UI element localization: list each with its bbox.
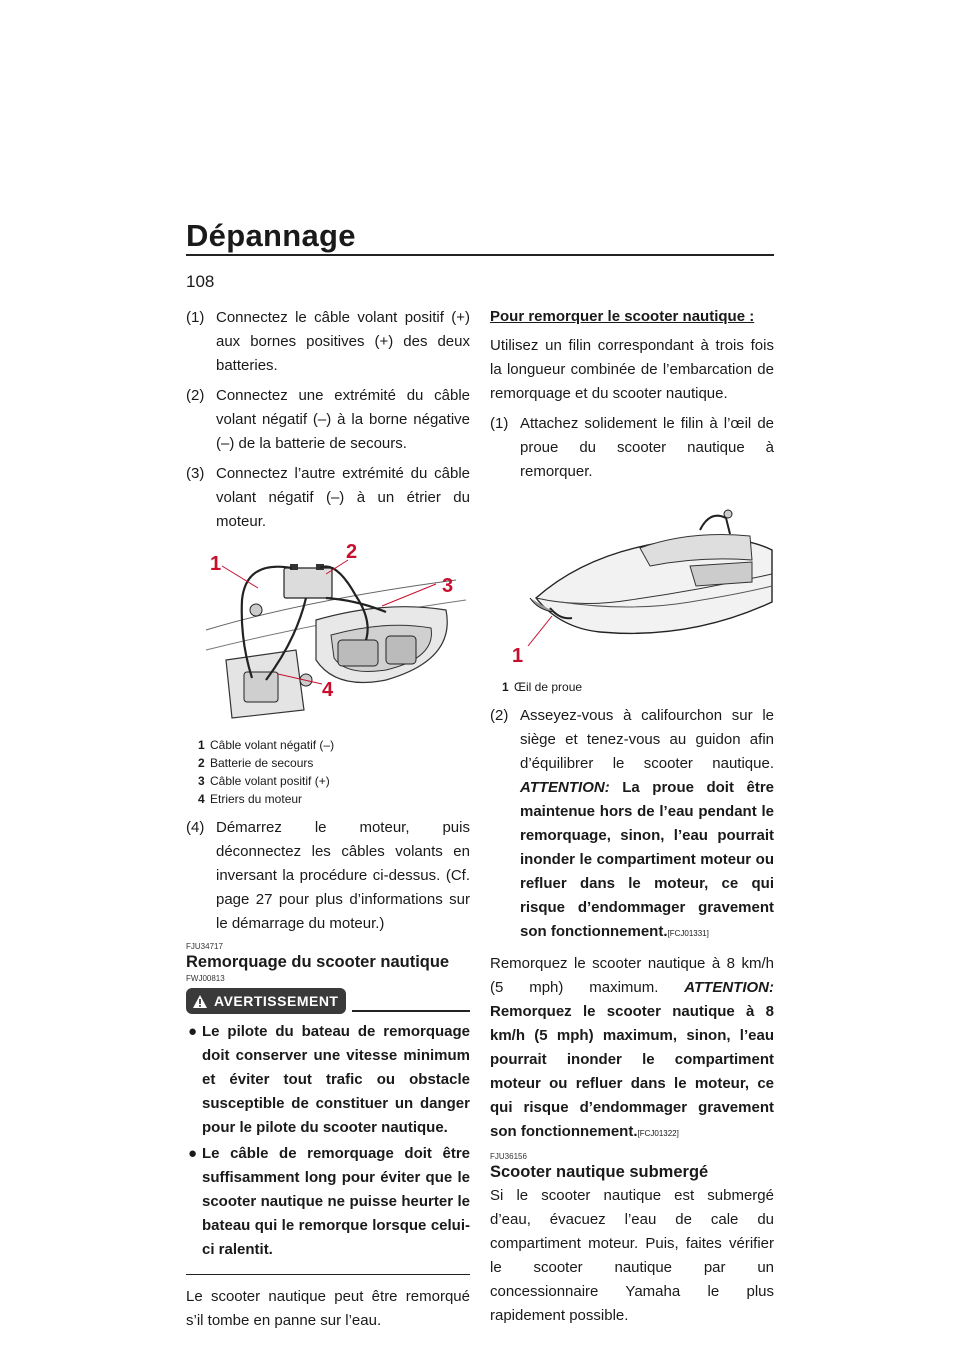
caption-item: 4 Etriers du moteur [198,792,303,806]
warning-code: FWJ00813 [186,974,225,983]
caption-item: 3 Câble volant positif (+) [198,774,330,788]
jump-cable-figure [186,540,470,808]
jump-cable-illustration [186,540,470,728]
callout-1: 1 [512,645,524,667]
tow-step-1: (1) Attachez solidement le filin à l’œil de proue du scooter nautique à remorquer. [490,415,774,480]
page-number: 108 [186,272,215,291]
bow-eye-figure [490,490,774,696]
callout-3: 3 [442,575,454,597]
step-3: (3) Connectez l’autre extrémité du câble volant négatif (–) à un étrier du moteur. [186,465,470,530]
towing-intro: Le scooter nautique peut être remorqué s’il tombe en panne sur l’eau. [186,1288,470,1329]
warning-item: ● Le câble de remorquage doit être suffisamment long pour éviter que le scooter nautique ne puisse heurter le bateau qui le remorque lorsque celui-ci ralentit. [188,1145,470,1258]
tow-speed-paragraph: Remorquez le scooter nautique à 8 km/h (5 mph) maximum. ATTENTION: Remorquez le scooter nautique à 8 km/h (5 mph) maximum, sinon, l’eau pourrait inonder le compartiment moteur ou refluer dans le moteur, ce qui risque d’endommager gravement son fonctionnement.[FCJ01322] [490,955,774,1140]
caption-item: 1 Œil de proue [502,680,583,694]
warning-header [186,988,470,1014]
right-column [490,306,774,1334]
callout-4: 4 [322,679,334,701]
watercraft-illustration [490,490,774,670]
callout-2: 2 [346,541,358,563]
step-4: (4) Démarrez le moteur, puis déconnectez les câbles volants en inversant la procédure ci-dessus. (Cf. page 27 pour plus d’informations sur le démarrage du moteur.) [186,819,470,932]
left-column [186,306,470,1339]
tow-rope-instruction: Utilisez un filin correspondant à trois fois la longueur combinée de l’embarcation de remorquage et du scooter nautique. [490,337,774,402]
tow-step-2: (2) Asseyez-vous à califourchon sur le siège et tenez-vous au guidon afin d’équilibrer le scooter nautique. ATTENTION: La proue doit être maintenue hors de l’eau pendant le remorquage, sinon, l’eau pourrait inonder le compartiment moteur ou refluer dans le moteur, ce qui risque d’endommager gravement son fonctionnement.[FCJ01331] [490,707,774,940]
submerged-paragraph: Si le scooter nautique est submergé d’eau, évacuez l’eau de cale du compartiment moteur. Puis, faites vérifier le scooter nautique par un concessionnaire Yamaha le plus rapidement possible. [490,1187,774,1324]
step-1: (1) Connectez le câble volant positif (+) aux bornes positives (+) des deux batteries. [186,309,470,374]
warning-box [186,1014,470,1275]
section-title-submerged: Scooter nautique submergé [490,1163,709,1181]
warning-rule [352,1010,470,1012]
section-title-towing: Remorquage du scooter nautique [186,953,450,971]
caption-item: 2 Batterie de secours [198,756,314,770]
page-title: Dépannage [186,218,356,253]
section-code: FJU34717 [186,942,223,951]
figure-caption-list [198,736,470,808]
subheading-tow: Pour remorquer le scooter nautique : [490,308,755,325]
figure-caption [502,678,774,696]
warning-item: ● Le pilote du bateau de remorquage doit conserver une vitesse minimum et éviter tout trafic ou obstacle susceptible de constituer un danger pour le pilote du scooter nautique. [188,1023,470,1136]
title-rule [186,254,774,256]
warning-badge: AVERTISSEMENT [186,988,346,1014]
warning-triangle-icon [192,994,208,1009]
callout-1: 1 [210,553,222,575]
caption-item: 1 Câble volant négatif (–) [198,738,335,752]
step-2: (2) Connectez une extrémité du câble volant négatif (–) à la borne négative (–) de la batterie de secours. [186,387,470,452]
section-code: FJU36156 [490,1152,527,1161]
